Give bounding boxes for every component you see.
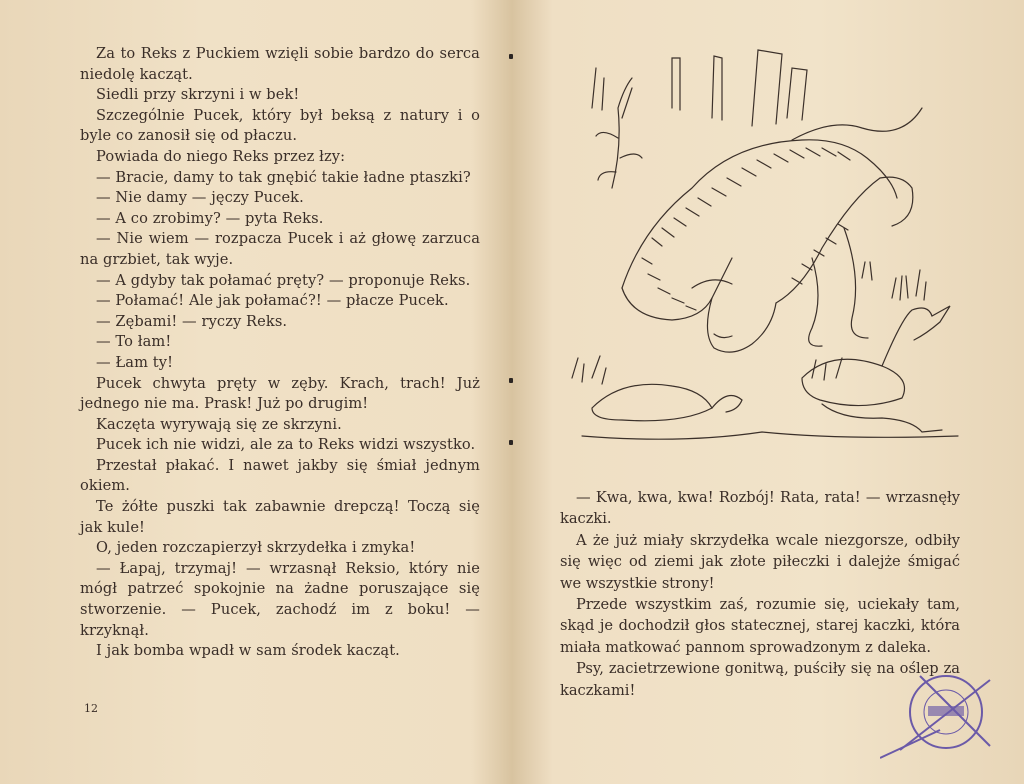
left-page-text: [80, 44, 480, 662]
paragraph: Przede wszystkim zaś, rozumie się, uciekały tam, skąd je dochodził głos statecznej, starej kaczki, która miała matkować pannom sprowadzonym z daleka.: [560, 596, 960, 656]
paragraph: — Nie damy — jęczy Pucek.: [96, 189, 304, 207]
paragraph: — To łam!: [96, 333, 172, 351]
paragraph: — Bracie, damy to tak gnębić takie ładne ptaszki?: [96, 168, 471, 186]
paragraph: — A co zrobimy? — pyta Reks.: [96, 209, 324, 227]
paragraph: Pucek ich nie widzi, ale za to Reks widzi wszystko.: [96, 436, 476, 454]
page-number: 12: [84, 702, 98, 715]
paragraph: A że już miały skrzydełka wcale niezgorsze, odbiły się więc od ziemi jak złote piłeczki i dalejże śmigać we wszystkie strony!: [560, 531, 960, 592]
paragraph: Powiada do niego Reks przez łzy:: [96, 147, 346, 165]
dogs-chasing-ducks-illustration: [562, 48, 962, 448]
paragraph: — Zębami! — ryczy Reks.: [96, 312, 288, 330]
paragraph: Za to Reks z Puckiem wzięli sobie bardzo do serca niedolę kacząt.: [80, 45, 480, 83]
paragraph: — Kwa, kwa, kwa! Rozbój! Rata, rata! — wrzasnęły kaczki.: [560, 489, 960, 528]
right-page: [512, 0, 1024, 784]
paragraph: Pucek chwyta pręty w zęby. Krach, trach! Już jednego nie ma. Prask! Już po drugim!: [80, 374, 480, 413]
paragraph: Przestał płakać. I nawet jakby się śmiał jednym okiem.: [80, 456, 480, 495]
paragraph: — Łam ty!: [96, 353, 174, 371]
paragraph: — Połamać! Ale jak połamać?! — płacze Pucek.: [96, 292, 449, 310]
paragraph: Szczególnie Pucek, który był beksą z natury i o byle co zanosił się od płaczu.: [80, 106, 480, 145]
paragraph: Te żółte puszki tak zabawnie drepczą! Toczą się jak kule!: [80, 498, 480, 536]
paragraph: O, jeden rozczapierzył skrzydełka i zmyka!: [96, 539, 416, 557]
library-stamp: [880, 670, 1000, 760]
paragraph: I jak bomba wpadł w sam środek kacząt.: [96, 642, 400, 660]
paragraph: Siedli przy skrzyni i w bek!: [96, 86, 300, 104]
paragraph: Psy, zacietrzewione gonitwą, puściły się na oślep za kaczkami!: [560, 660, 960, 699]
paragraph: Kaczęta wyrywają się ze skrzyni.: [96, 415, 342, 433]
paragraph: — Nie wiem — rozpacza Pucek i aż głowę zarzuca na grzbiet, tak wyje.: [80, 230, 480, 268]
right-page-text: [560, 487, 960, 701]
paragraph: — A gdyby tak połamać pręty? — proponuje Reks.: [96, 271, 471, 289]
paragraph: — Łapaj, trzymaj! — wrzasnął Reksio, który nie mógł patrzeć spokojnie na żadne poruszające się stworzenie. — Pucek, zachodź im z boku! — krzyknął.: [80, 559, 480, 639]
